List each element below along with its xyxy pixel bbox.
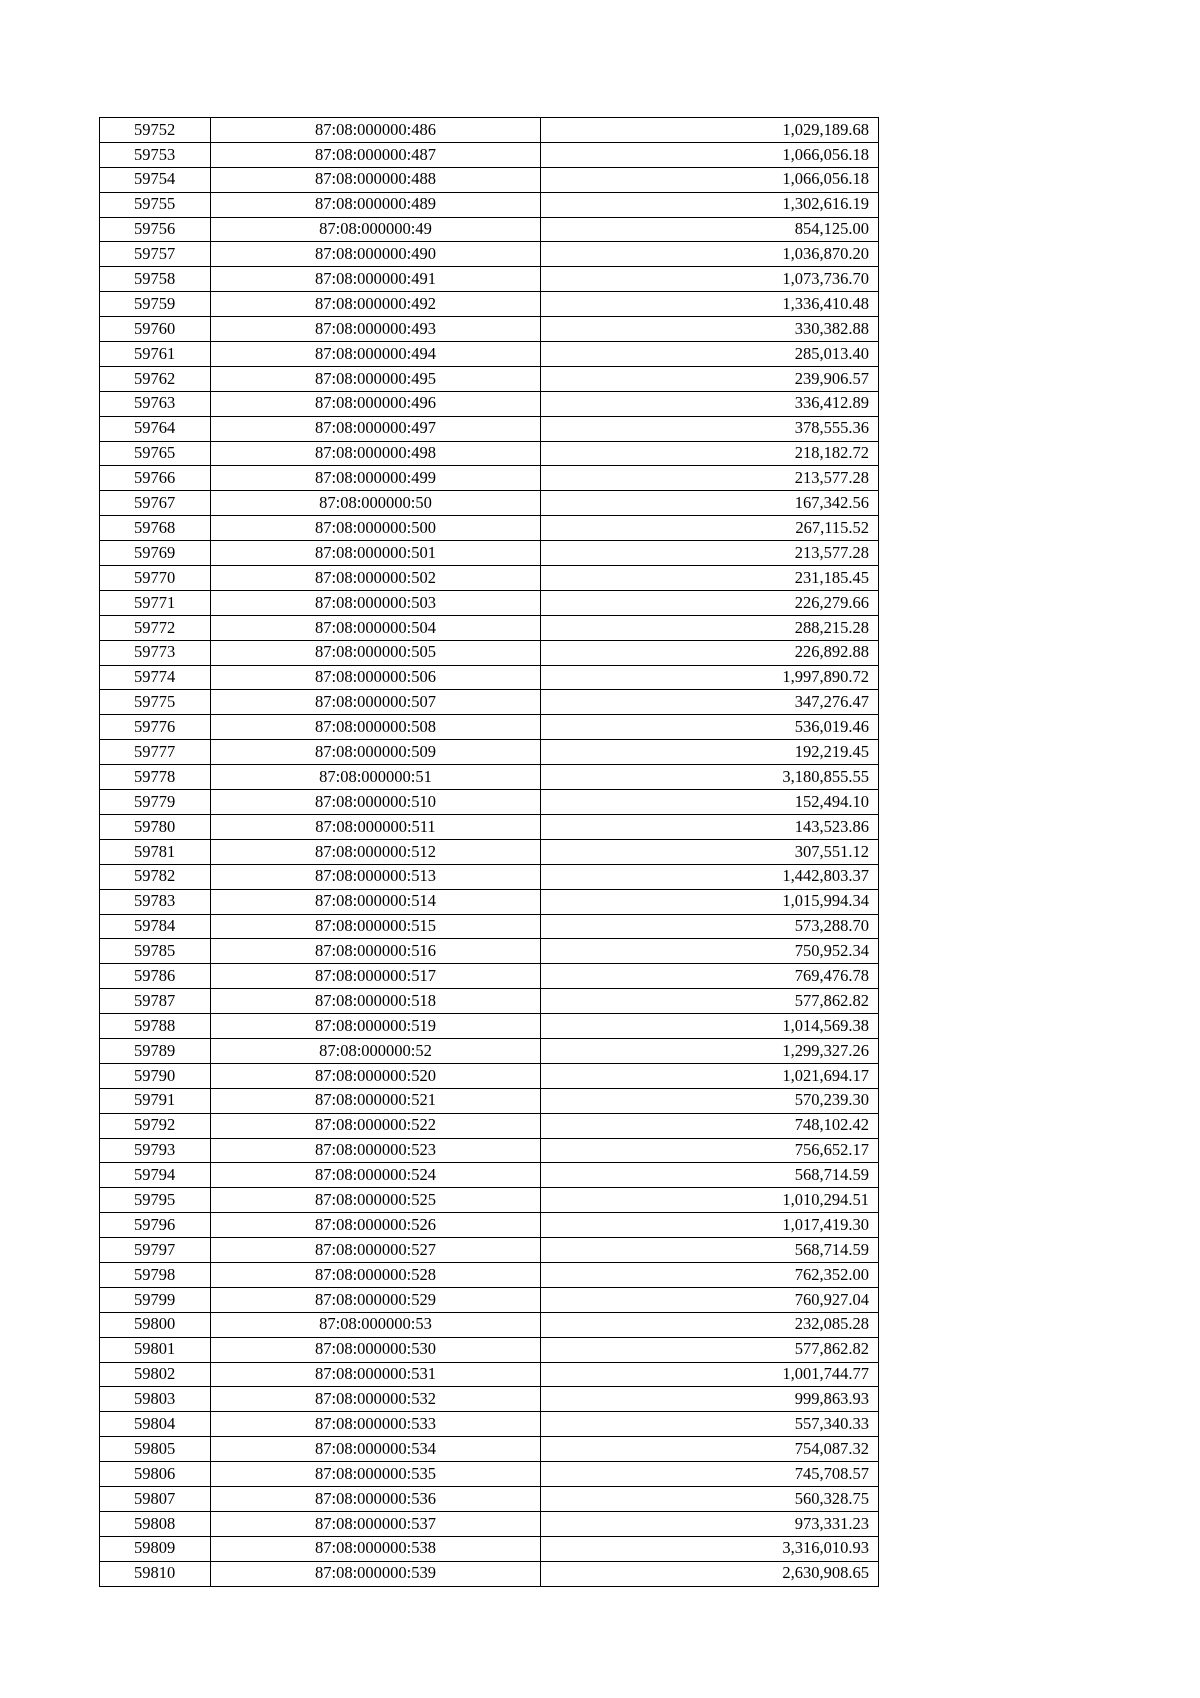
cadastral-value-cell: 3,316,010.93 <box>541 1536 879 1561</box>
row-number-cell: 59781 <box>100 839 211 864</box>
cadastral-number-cell: 87:08:000000:524 <box>211 1163 541 1188</box>
cadastral-number-cell: 87:08:000000:487 <box>211 142 541 167</box>
cadastral-number-cell: 87:08:000000:514 <box>211 889 541 914</box>
table-row <box>100 242 879 267</box>
table-row <box>100 541 879 566</box>
row-number-cell: 59800 <box>100 1312 211 1337</box>
row-number-cell: 59808 <box>100 1511 211 1536</box>
row-number-cell: 59768 <box>100 516 211 541</box>
cadastral-value-cell: 218,182.72 <box>541 441 879 466</box>
table-row <box>100 1511 879 1536</box>
cadastral-number-cell: 87:08:000000:49 <box>211 217 541 242</box>
cadastral-number-cell: 87:08:000000:500 <box>211 516 541 541</box>
cadastral-value-cell: 213,577.28 <box>541 541 879 566</box>
cadastral-value-cell: 745,708.57 <box>541 1462 879 1487</box>
table-row <box>100 615 879 640</box>
row-number-cell: 59779 <box>100 790 211 815</box>
table-row <box>100 1312 879 1337</box>
row-number-cell: 59771 <box>100 590 211 615</box>
table-row <box>100 989 879 1014</box>
cadastral-number-cell: 87:08:000000:512 <box>211 839 541 864</box>
row-number-cell: 59804 <box>100 1412 211 1437</box>
table-row <box>100 342 879 367</box>
table-row <box>100 765 879 790</box>
table-row <box>100 665 879 690</box>
cadastral-value-cell: 1,029,189.68 <box>541 118 879 143</box>
cadastral-value-cell: 568,714.59 <box>541 1163 879 1188</box>
row-number-cell: 59777 <box>100 740 211 765</box>
cadastral-number-cell: 87:08:000000:533 <box>211 1412 541 1437</box>
cadastral-value-cell: 226,279.66 <box>541 590 879 615</box>
table-row <box>100 864 879 889</box>
cadastral-value-cell: 573,288.70 <box>541 914 879 939</box>
table-row <box>100 217 879 242</box>
row-number-cell: 59769 <box>100 541 211 566</box>
cadastral-value-cell: 760,927.04 <box>541 1287 879 1312</box>
cadastral-value-cell: 347,276.47 <box>541 690 879 715</box>
cadastral-value-cell: 577,862.82 <box>541 1337 879 1362</box>
cadastral-number-cell: 87:08:000000:537 <box>211 1511 541 1536</box>
cadastral-number-cell: 87:08:000000:496 <box>211 391 541 416</box>
row-number-cell: 59790 <box>100 1063 211 1088</box>
cadastral-value-cell: 2,630,908.65 <box>541 1561 879 1586</box>
table-row <box>100 391 879 416</box>
cadastral-number-cell: 87:08:000000:521 <box>211 1088 541 1113</box>
table-row <box>100 366 879 391</box>
row-number-cell: 59757 <box>100 242 211 267</box>
row-number-cell: 59752 <box>100 118 211 143</box>
cadastral-number-cell: 87:08:000000:495 <box>211 366 541 391</box>
cadastral-number-cell: 87:08:000000:50 <box>211 491 541 516</box>
cadastral-number-cell: 87:08:000000:511 <box>211 814 541 839</box>
row-number-cell: 59785 <box>100 939 211 964</box>
row-number-cell: 59789 <box>100 1038 211 1063</box>
cadastral-number-cell: 87:08:000000:528 <box>211 1262 541 1287</box>
cadastral-value-cell: 756,652.17 <box>541 1138 879 1163</box>
table-row <box>100 1486 879 1511</box>
cadastral-value-cell: 232,085.28 <box>541 1312 879 1337</box>
row-number-cell: 59759 <box>100 292 211 317</box>
row-number-cell: 59786 <box>100 964 211 989</box>
cadastral-value-cell: 1,302,616.19 <box>541 192 879 217</box>
cadastral-number-cell: 87:08:000000:493 <box>211 317 541 342</box>
cadastral-value-cell: 1,036,870.20 <box>541 242 879 267</box>
table-row <box>100 292 879 317</box>
cadastral-value-cell: 288,215.28 <box>541 615 879 640</box>
row-number-cell: 59754 <box>100 167 211 192</box>
row-number-cell: 59767 <box>100 491 211 516</box>
cadastral-number-cell: 87:08:000000:501 <box>211 541 541 566</box>
cadastral-number-cell: 87:08:000000:486 <box>211 118 541 143</box>
cadastral-value-cell: 1,066,056.18 <box>541 167 879 192</box>
cadastral-number-cell: 87:08:000000:504 <box>211 615 541 640</box>
table-row <box>100 267 879 292</box>
cadastral-value-cell: 750,952.34 <box>541 939 879 964</box>
table-row <box>100 167 879 192</box>
table-row <box>100 466 879 491</box>
cadastral-value-cell: 1,021,694.17 <box>541 1063 879 1088</box>
row-number-cell: 59763 <box>100 391 211 416</box>
row-number-cell: 59807 <box>100 1486 211 1511</box>
cadastral-number-cell: 87:08:000000:490 <box>211 242 541 267</box>
cadastral-value-cell: 748,102.42 <box>541 1113 879 1138</box>
row-number-cell: 59797 <box>100 1238 211 1263</box>
row-number-cell: 59806 <box>100 1462 211 1487</box>
row-number-cell: 59796 <box>100 1213 211 1238</box>
cadastral-value-cell: 557,340.33 <box>541 1412 879 1437</box>
cadastral-value-cell: 1,017,419.30 <box>541 1213 879 1238</box>
row-number-cell: 59788 <box>100 1014 211 1039</box>
cadastral-number-cell: 87:08:000000:536 <box>211 1486 541 1511</box>
row-number-cell: 59794 <box>100 1163 211 1188</box>
cadastral-value-cell: 330,382.88 <box>541 317 879 342</box>
row-number-cell: 59793 <box>100 1138 211 1163</box>
row-number-cell: 59762 <box>100 366 211 391</box>
cadastral-number-cell: 87:08:000000:526 <box>211 1213 541 1238</box>
row-number-cell: 59801 <box>100 1337 211 1362</box>
row-number-cell: 59805 <box>100 1437 211 1462</box>
table-row <box>100 1163 879 1188</box>
cadastral-number-cell: 87:08:000000:518 <box>211 989 541 1014</box>
row-number-cell: 59756 <box>100 217 211 242</box>
row-number-cell: 59766 <box>100 466 211 491</box>
table-row <box>100 1088 879 1113</box>
row-number-cell: 59772 <box>100 615 211 640</box>
cadastral-number-cell: 87:08:000000:519 <box>211 1014 541 1039</box>
cadastral-value-cell: 336,412.89 <box>541 391 879 416</box>
cadastral-value-cell: 854,125.00 <box>541 217 879 242</box>
table-row <box>100 192 879 217</box>
row-number-cell: 59802 <box>100 1362 211 1387</box>
cadastral-number-cell: 87:08:000000:510 <box>211 790 541 815</box>
row-number-cell: 59810 <box>100 1561 211 1586</box>
table-row <box>100 1038 879 1063</box>
row-number-cell: 59758 <box>100 267 211 292</box>
table-row <box>100 1337 879 1362</box>
cadastral-number-cell: 87:08:000000:523 <box>211 1138 541 1163</box>
table-row <box>100 1287 879 1312</box>
table-row <box>100 516 879 541</box>
row-number-cell: 59787 <box>100 989 211 1014</box>
cadastral-value-cell: 560,328.75 <box>541 1486 879 1511</box>
row-number-cell: 59765 <box>100 441 211 466</box>
cadastral-number-cell: 87:08:000000:522 <box>211 1113 541 1138</box>
cadastral-number-cell: 87:08:000000:498 <box>211 441 541 466</box>
table-row <box>100 1437 879 1462</box>
cadastral-number-cell: 87:08:000000:535 <box>211 1462 541 1487</box>
table-row <box>100 740 879 765</box>
cadastral-number-cell: 87:08:000000:494 <box>211 342 541 367</box>
cadastral-value-cell: 192,219.45 <box>541 740 879 765</box>
table-row <box>100 1387 879 1412</box>
cadastral-value-cell: 378,555.36 <box>541 416 879 441</box>
cadastral-number-cell: 87:08:000000:538 <box>211 1536 541 1561</box>
table-row <box>100 690 879 715</box>
cadastral-value-cell: 1,014,569.38 <box>541 1014 879 1039</box>
cadastral-number-cell: 87:08:000000:532 <box>211 1387 541 1412</box>
table-body <box>100 118 879 1587</box>
cadastral-value-cell: 1,010,294.51 <box>541 1188 879 1213</box>
table-row <box>100 889 879 914</box>
cadastral-number-cell: 87:08:000000:491 <box>211 267 541 292</box>
row-number-cell: 59778 <box>100 765 211 790</box>
cadastral-value-cell: 754,087.32 <box>541 1437 879 1462</box>
row-number-cell: 59761 <box>100 342 211 367</box>
cadastral-value-cell: 1,066,056.18 <box>541 142 879 167</box>
table-row <box>100 839 879 864</box>
row-number-cell: 59784 <box>100 914 211 939</box>
cadastral-value-table <box>99 117 879 1587</box>
cadastral-value-cell: 1,336,410.48 <box>541 292 879 317</box>
cadastral-value-cell: 267,115.52 <box>541 516 879 541</box>
row-number-cell: 59782 <box>100 864 211 889</box>
table-row <box>100 1014 879 1039</box>
row-number-cell: 59770 <box>100 566 211 591</box>
cadastral-number-cell: 87:08:000000:530 <box>211 1337 541 1362</box>
cadastral-value-cell: 577,862.82 <box>541 989 879 1014</box>
cadastral-value-cell: 1,015,994.34 <box>541 889 879 914</box>
row-number-cell: 59798 <box>100 1262 211 1287</box>
table-row <box>100 1262 879 1287</box>
cadastral-value-cell: 167,342.56 <box>541 491 879 516</box>
cadastral-number-cell: 87:08:000000:506 <box>211 665 541 690</box>
cadastral-value-cell: 1,073,736.70 <box>541 267 879 292</box>
table-row <box>100 566 879 591</box>
cadastral-value-cell: 536,019.46 <box>541 715 879 740</box>
row-number-cell: 59776 <box>100 715 211 740</box>
table-row <box>100 118 879 143</box>
cadastral-number-cell: 87:08:000000:525 <box>211 1188 541 1213</box>
row-number-cell: 59795 <box>100 1188 211 1213</box>
table-row <box>100 441 879 466</box>
cadastral-value-cell: 231,185.45 <box>541 566 879 591</box>
row-number-cell: 59774 <box>100 665 211 690</box>
cadastral-number-cell: 87:08:000000:489 <box>211 192 541 217</box>
row-number-cell: 59773 <box>100 640 211 665</box>
cadastral-value-cell: 152,494.10 <box>541 790 879 815</box>
row-number-cell: 59809 <box>100 1536 211 1561</box>
cadastral-number-cell: 87:08:000000:517 <box>211 964 541 989</box>
table-row <box>100 317 879 342</box>
table-row <box>100 1462 879 1487</box>
cadastral-number-cell: 87:08:000000:507 <box>211 690 541 715</box>
cadastral-number-cell: 87:08:000000:502 <box>211 566 541 591</box>
table-row <box>100 491 879 516</box>
cadastral-value-cell: 307,551.12 <box>541 839 879 864</box>
table-row <box>100 914 879 939</box>
cadastral-number-cell: 87:08:000000:508 <box>211 715 541 740</box>
cadastral-value-cell: 769,476.78 <box>541 964 879 989</box>
cadastral-number-cell: 87:08:000000:520 <box>211 1063 541 1088</box>
cadastral-value-cell: 213,577.28 <box>541 466 879 491</box>
cadastral-number-cell: 87:08:000000:516 <box>211 939 541 964</box>
table-row <box>100 1238 879 1263</box>
table-row <box>100 1113 879 1138</box>
table-row <box>100 1138 879 1163</box>
cadastral-number-cell: 87:08:000000:52 <box>211 1038 541 1063</box>
cadastral-number-cell: 87:08:000000:509 <box>211 740 541 765</box>
table-row <box>100 814 879 839</box>
cadastral-number-cell: 87:08:000000:515 <box>211 914 541 939</box>
cadastral-number-cell: 87:08:000000:497 <box>211 416 541 441</box>
cadastral-number-cell: 87:08:000000:513 <box>211 864 541 889</box>
table-row <box>100 590 879 615</box>
cadastral-value-cell: 762,352.00 <box>541 1262 879 1287</box>
cadastral-value-cell: 1,001,744.77 <box>541 1362 879 1387</box>
table-row <box>100 1536 879 1561</box>
cadastral-number-cell: 87:08:000000:527 <box>211 1238 541 1263</box>
row-number-cell: 59764 <box>100 416 211 441</box>
cadastral-value-cell: 568,714.59 <box>541 1238 879 1263</box>
row-number-cell: 59783 <box>100 889 211 914</box>
table-row <box>100 142 879 167</box>
cadastral-number-cell: 87:08:000000:51 <box>211 765 541 790</box>
cadastral-number-cell: 87:08:000000:499 <box>211 466 541 491</box>
cadastral-number-cell: 87:08:000000:53 <box>211 1312 541 1337</box>
cadastral-value-cell: 999,863.93 <box>541 1387 879 1412</box>
cadastral-number-cell: 87:08:000000:503 <box>211 590 541 615</box>
row-number-cell: 59755 <box>100 192 211 217</box>
table-row <box>100 939 879 964</box>
cadastral-value-cell: 1,997,890.72 <box>541 665 879 690</box>
cadastral-value-cell: 226,892.88 <box>541 640 879 665</box>
cadastral-value-cell: 1,442,803.37 <box>541 864 879 889</box>
table-row <box>100 1213 879 1238</box>
cadastral-value-cell: 285,013.40 <box>541 342 879 367</box>
table-row <box>100 964 879 989</box>
row-number-cell: 59775 <box>100 690 211 715</box>
cadastral-number-cell: 87:08:000000:492 <box>211 292 541 317</box>
table-row <box>100 1188 879 1213</box>
cadastral-value-cell: 1,299,327.26 <box>541 1038 879 1063</box>
row-number-cell: 59803 <box>100 1387 211 1412</box>
row-number-cell: 59792 <box>100 1113 211 1138</box>
table-row <box>100 640 879 665</box>
cadastral-value-cell: 973,331.23 <box>541 1511 879 1536</box>
row-number-cell: 59799 <box>100 1287 211 1312</box>
row-number-cell: 59753 <box>100 142 211 167</box>
cadastral-value-cell: 239,906.57 <box>541 366 879 391</box>
row-number-cell: 59780 <box>100 814 211 839</box>
table-row <box>100 790 879 815</box>
cadastral-number-cell: 87:08:000000:488 <box>211 167 541 192</box>
table-row <box>100 1063 879 1088</box>
cadastral-number-cell: 87:08:000000:531 <box>211 1362 541 1387</box>
table-row <box>100 1561 879 1586</box>
cadastral-number-cell: 87:08:000000:539 <box>211 1561 541 1586</box>
cadastral-number-cell: 87:08:000000:534 <box>211 1437 541 1462</box>
table-row <box>100 1412 879 1437</box>
cadastral-value-cell: 570,239.30 <box>541 1088 879 1113</box>
cadastral-number-cell: 87:08:000000:505 <box>211 640 541 665</box>
row-number-cell: 59760 <box>100 317 211 342</box>
cadastral-value-cell: 3,180,855.55 <box>541 765 879 790</box>
table-row <box>100 715 879 740</box>
cadastral-number-cell: 87:08:000000:529 <box>211 1287 541 1312</box>
row-number-cell: 59791 <box>100 1088 211 1113</box>
cadastral-value-cell: 143,523.86 <box>541 814 879 839</box>
table-row <box>100 1362 879 1387</box>
table-row <box>100 416 879 441</box>
